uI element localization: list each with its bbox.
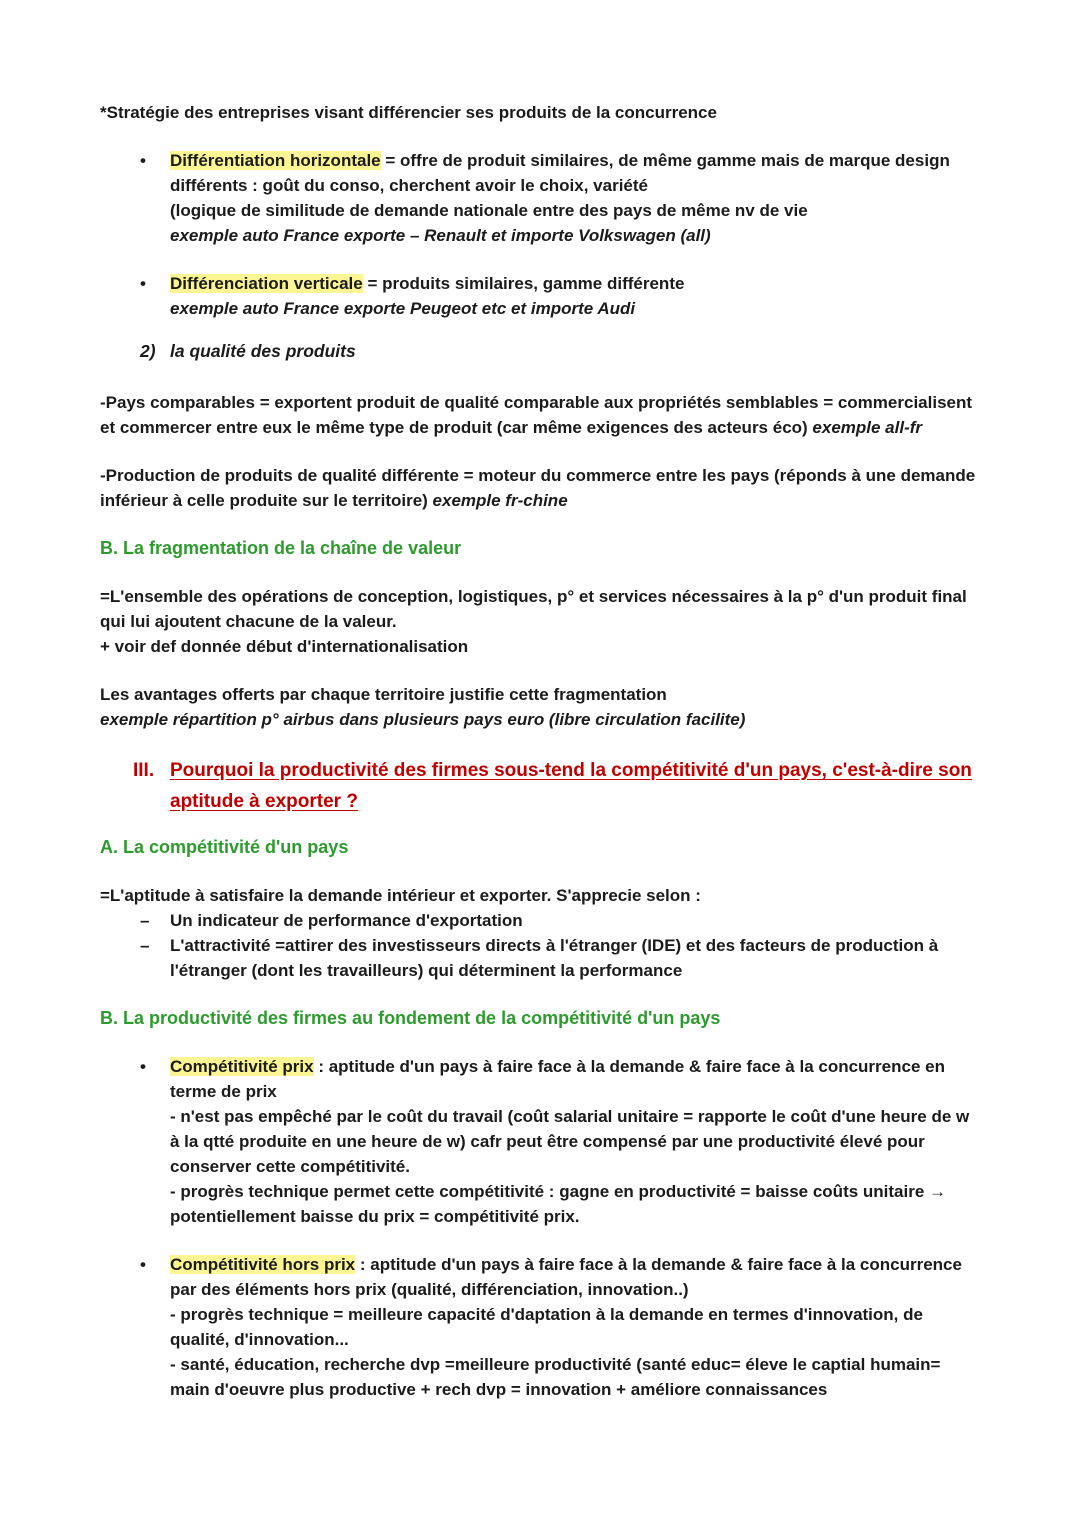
subheading-label: la qualité des produits: [170, 341, 356, 361]
intro-paragraph: *Stratégie des entreprises visant différencier ses produits de la concurrence: [100, 103, 717, 122]
paragraph-text: -Production de produits de qualité différente = moteur du commerce entre les pays (réponds à une demande inférieur à celle produite sur le territoire): [100, 466, 976, 510]
bullet-differentiation-horizontale: [140, 148, 976, 248]
list-item: [140, 908, 976, 933]
paragraph-example: exemple répartition p° airbus dans plusieurs pays euro (libre circulation facilite): [100, 710, 746, 729]
bullet-example: exemple auto France exporte Peugeot etc et importe Audi: [170, 299, 636, 318]
dash-list-indicateurs: [100, 908, 976, 983]
bullet-text: = produits similaires, gamme différente: [362, 274, 685, 293]
paragraph-text: -Pays comparables = exportent produit de qualité comparable aux propriétés semblables = commercialisent et commercer entre eux le même type de produit (car même exigences des acteurs éco): [100, 393, 973, 437]
bullet-icon: •: [140, 1057, 146, 1076]
bullet-competitivite-prix: [140, 1054, 976, 1229]
bullet-paragraph: [170, 271, 976, 296]
bullet-icon: •: [140, 151, 146, 170]
bullet-detail: - santé, éducation, recherche dvp =meilleure productivité (santé educ= éleve le captial humain= main d'oeuvre plus productive + rech dvp = innovation + améliore connaissances: [170, 1355, 941, 1399]
bullet-icon: •: [140, 274, 146, 293]
inline-example: exemple all-fr: [812, 418, 923, 437]
highlighted-term-competitivite-prix: Compétitivité prix: [170, 1057, 314, 1076]
section-heading-iii: [133, 755, 976, 817]
bullet-content: [170, 271, 976, 321]
bullet-paragraph: [170, 1252, 976, 1302]
bullet-detail: - n'est pas empêché par le coût du travail (coût salarial unitaire = rapporte le coût d'une heure de w à la qtté produite en une heure de w) cafr peut être compensé par une productivité élevé pour conserver cette compétitivité.: [170, 1107, 970, 1176]
list-item-text: Un indicateur de performance d'exportation: [170, 911, 523, 930]
subheading-number: 2): [140, 341, 156, 361]
list-item-text: L'attractivité =attirer des investisseurs directs à l'étranger (IDE) et des facteurs de production à l'étranger (dont les travailleurs) qui déterminent la performance: [170, 936, 939, 980]
paragraph-aptitude: =L'aptitude à satisfaire la demande intérieur et exporter. S'apprecie selon :: [100, 886, 701, 905]
dash-icon: –: [140, 911, 150, 930]
bullet-paragraph: [170, 148, 976, 198]
bullet-text: = offre de produit similaires, de même gamme mais de marque design différents : goût du conso, cherchent avoir le choix, variété: [170, 151, 950, 195]
highlighted-term-differentiation-horizontale: Différentiation horizontale: [170, 151, 381, 170]
paragraph-avantages-territoire: [100, 682, 976, 732]
dash-icon: –: [140, 936, 150, 955]
bullet-content: [170, 1252, 976, 1402]
section-title: Pourquoi la productivité des firmes sous-tend la compétitivité d'un pays, c'est-à-dire son aptitude à exporter ?: [170, 760, 972, 812]
bullet-icon: •: [140, 1255, 146, 1274]
heading-competitivite-pays: A. La compétitivité d'un pays: [100, 837, 349, 857]
paragraph-definition-fragmentation: [100, 584, 976, 659]
highlighted-term-competitivite-hors-prix: Compétitivité hors prix: [170, 1255, 356, 1274]
inline-example: exemple fr-chine: [432, 491, 568, 510]
bullet-differenciation-verticale: [140, 271, 976, 321]
bullet-paragraph: [170, 1054, 976, 1104]
bullet-detail: - progrès technique = meilleure capacité d'daptation à la demande en termes d'innovation, de qualité, d'innovation...: [170, 1305, 923, 1349]
paragraph-line: Les avantages offerts par chaque territoire justifie cette fragmentation: [100, 685, 667, 704]
bullet-text: : aptitude d'un pays à faire face à la demande & faire face à la concurrence par des éléments hors prix (qualité, différenciation, innovation..): [170, 1255, 962, 1299]
bullet-text: : aptitude d'un pays à faire face à la demande & faire face à la concurrence en terme de prix: [170, 1057, 945, 1101]
bullet-note: (logique de similitude de demande nationale entre des pays de même nv de vie: [170, 201, 808, 220]
heading-productivite-firmes: B. La productivité des firmes au fondement de la compétitivité d'un pays: [100, 1008, 721, 1028]
bullet-detail: - progrès technique permet cette compétitivité : gagne en productivité = baisse coûts unitaire → potentiellement baisse du prix = compétitivité prix.: [170, 1182, 947, 1226]
heading-fragmentation-chaine-valeur: B. La fragmentation de la chaîne de valeur: [100, 538, 462, 558]
paragraph-line: =L'ensemble des opérations de conception, logistiques, p° et services nécessaires à la p° d'un produit final qui lui ajoutent chacune de la valeur.: [100, 587, 967, 631]
bullet-content: [170, 1054, 976, 1229]
paragraph-production-qualite: [100, 463, 976, 513]
bullet-competitivite-hors-prix: [140, 1252, 976, 1402]
section-number: III.: [133, 760, 155, 781]
bullet-content: [170, 148, 976, 248]
highlighted-term-differenciation-verticale: Différenciation verticale: [170, 274, 363, 293]
bullet-example: exemple auto France exporte – Renault et importe Volkswagen (all): [170, 226, 711, 245]
subheading-qualite-produits: [140, 339, 976, 364]
list-item: [140, 933, 976, 983]
paragraph-line: + voir def donnée début d'internationalisation: [100, 637, 469, 656]
paragraph-pays-comparables: [100, 390, 976, 440]
